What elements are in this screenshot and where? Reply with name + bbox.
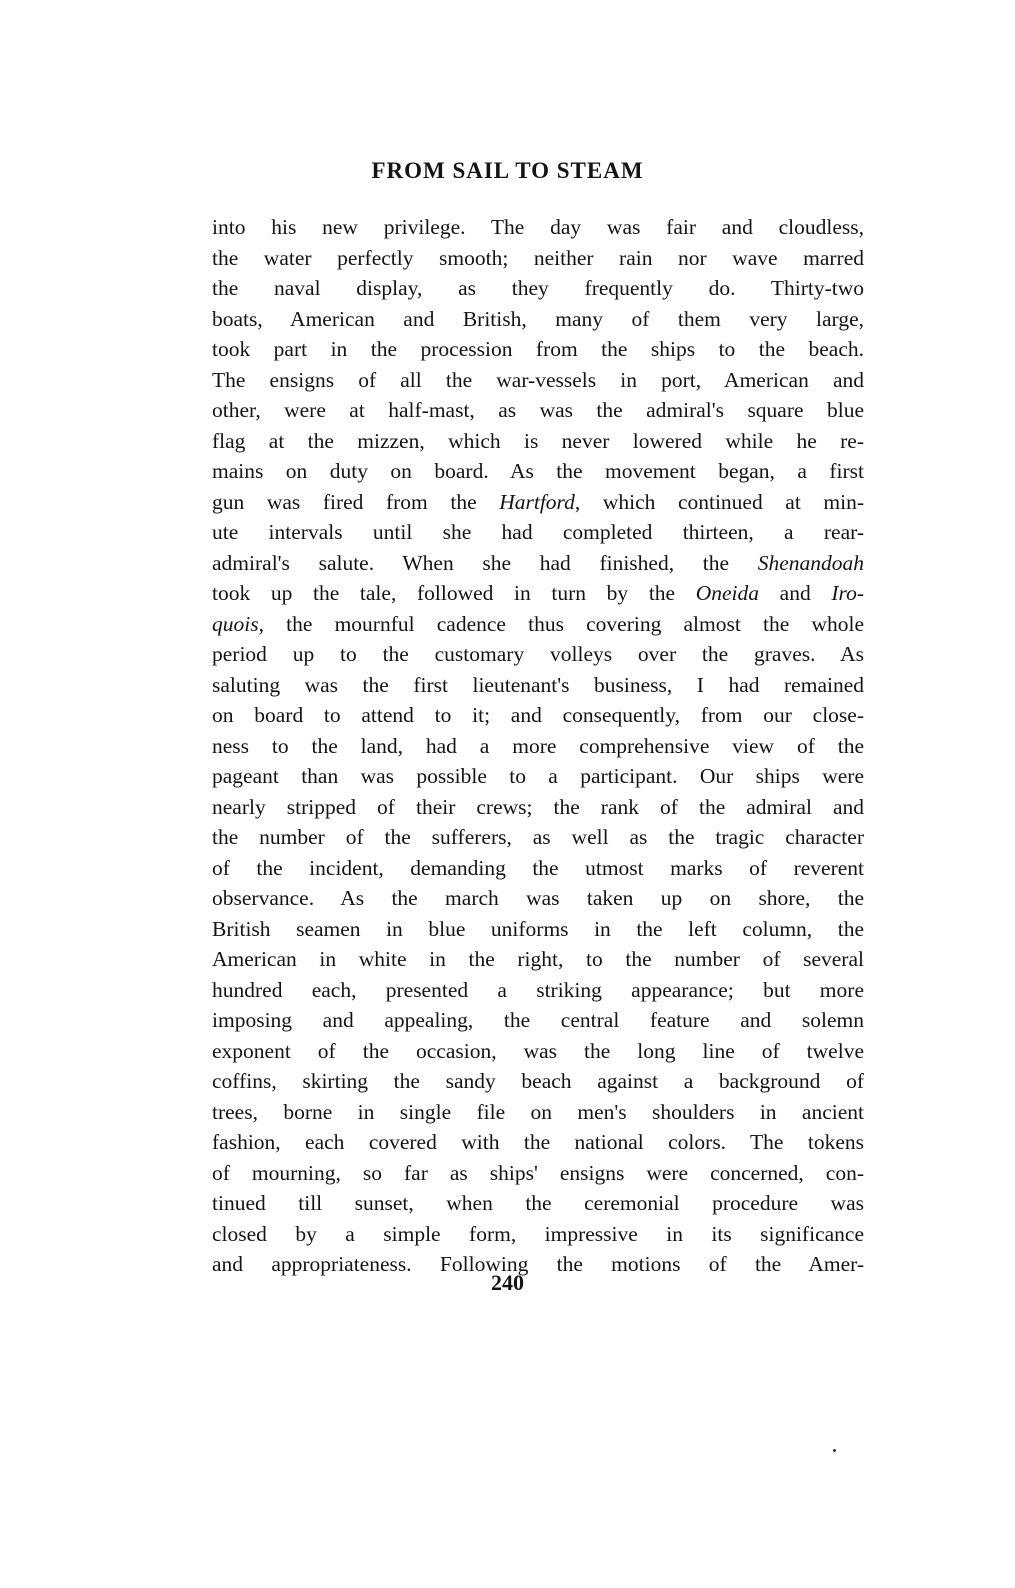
running-head: FROM SAIL TO STEAM (371, 158, 644, 183)
text-line: observance. As the march was taken up on shore, the (212, 886, 864, 910)
text-line: mains on duty on board. As the movement began, a first (212, 459, 864, 483)
text-line: tinued till sunset, when the ceremonial procedure was (212, 1191, 864, 1215)
page-number: 240 (491, 1270, 524, 1295)
text-line: into his new privilege. The day was fair and cloudless, (212, 215, 864, 239)
text-line: ute intervals until she had completed thirteen, a rear- (212, 520, 864, 544)
text-line: quois, the mournful cadence thus covering almost the whole (212, 611, 864, 636)
text-line: American in white in the right, to the number of several (212, 947, 864, 971)
text-line: British seamen in blue uniforms in the left column, the (212, 916, 864, 941)
text-line: boats, American and British, many of them very large, (212, 306, 864, 331)
text-line: exponent of the occasion, was the long line of twelve (212, 1038, 864, 1063)
text-line: coffins, skirting the sandy beach against a background of (212, 1069, 864, 1093)
text-line: trees, borne in single file on men's shoulders in ancient (212, 1099, 864, 1124)
body-text (212, 212, 864, 1280)
text-line: admiral's salute. When she had finished, the Shenandoah (212, 550, 864, 575)
text-line: hundred each, presented a striking appearance; but more (212, 977, 864, 1002)
text-line: saluting was the first lieutenant's business, I had remained (212, 672, 864, 697)
text-line: gun was fired from the Hartford, which continued at min- (212, 489, 864, 514)
text-line: other, were at half-mast, as was the admiral's square blue (212, 398, 864, 422)
text-line: imposing and appealing, the central feature and solemn (212, 1008, 864, 1032)
text-line: nearly stripped of their crews; the rank of the admiral and (212, 794, 864, 819)
text-line: of the incident, demanding the utmost marks of reverent (212, 855, 864, 880)
text-line: ness to the land, had a more comprehensive view of the (212, 733, 864, 758)
text-line: the number of the sufferers, as well as the tragic character (212, 825, 864, 849)
text-line: took part in the procession from the ships to the beach. (212, 337, 864, 361)
text-line: the naval display, as they frequently do. Thirty-two (212, 276, 864, 300)
text-line: flag at the mizzen, which is never lowered while he re- (212, 428, 864, 453)
text-line: pageant than was possible to a participant. Our ships were (212, 764, 864, 788)
text-line: the water perfectly smooth; neither rain nor wave marred (212, 245, 864, 270)
text-line: closed by a simple form, impressive in its significance (212, 1221, 864, 1246)
text-line: fashion, each covered with the national colors. The tokens (212, 1130, 864, 1154)
scan-speck (833, 1449, 836, 1452)
text-line: on board to attend to it; and consequently, from our close- (212, 703, 864, 727)
text-line: and appropriateness. Following the motions of the Amer- (212, 1252, 864, 1276)
text-line: took up the tale, followed in turn by the Oneida and Iro- (212, 581, 864, 605)
text-line: period up to the customary volleys over the graves. As (212, 642, 864, 666)
text-line: The ensigns of all the war-vessels in port, American and (212, 367, 864, 392)
text-line: of mourning, so far as ships' ensigns were concerned, con- (212, 1160, 864, 1185)
